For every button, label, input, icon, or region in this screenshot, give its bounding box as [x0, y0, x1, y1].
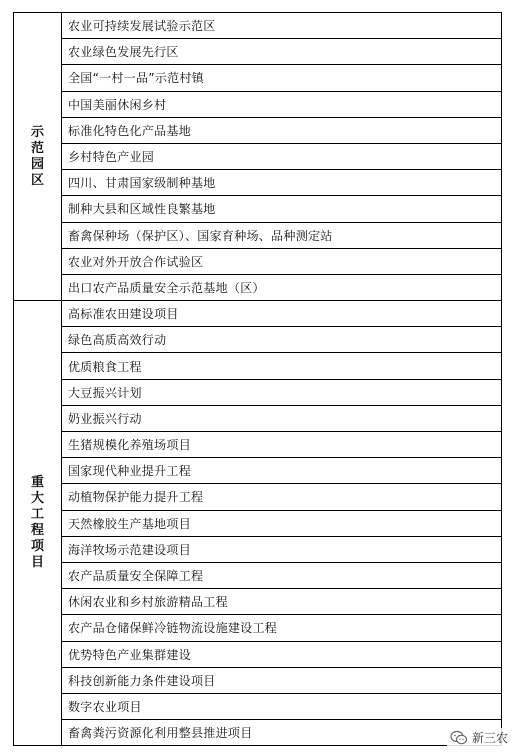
category-cell: 重 大 工 程 项 目 [14, 301, 62, 746]
item-cell: 动植物保护能力提升工程 [62, 484, 502, 510]
table-row [14, 117, 502, 143]
wechat-icon [450, 730, 468, 746]
item-cell: 全国“一村一品”示范村镇 [62, 65, 502, 91]
table-row [14, 222, 502, 248]
category-cell: 示 范 园 区 [14, 13, 62, 301]
table-row [14, 536, 502, 562]
item-cell: 畜禽保种场（保护区）、国家育种场、品种测定站 [62, 222, 502, 248]
table-row [14, 667, 502, 693]
watermark-text: 新三农 [471, 731, 508, 745]
table-row [14, 301, 502, 327]
table-row [14, 39, 502, 65]
table-row [14, 693, 502, 719]
table-row [14, 143, 502, 169]
item-cell: 大豆振兴计划 [62, 379, 502, 405]
item-cell: 数字农业项目 [62, 693, 502, 719]
table-row [14, 379, 502, 405]
table-row [14, 562, 502, 588]
item-cell: 出口农产品质量安全示范基地（区） [62, 274, 502, 300]
item-cell: 高标准农田建设项目 [62, 301, 502, 327]
item-cell: 中国美丽休闲乡村 [62, 91, 502, 117]
item-cell: 农产品质量安全保障工程 [62, 562, 502, 588]
table-row [14, 458, 502, 484]
item-cell: 优势特色产业集群建设 [62, 641, 502, 667]
table-row [14, 196, 502, 222]
item-cell: 优质粮食工程 [62, 353, 502, 379]
item-cell: 农业绿色发展先行区 [62, 39, 502, 65]
item-cell: 国家现代种业提升工程 [62, 458, 502, 484]
item-cell: 奶业振兴行动 [62, 405, 502, 431]
item-cell: 绿色高质高效行动 [62, 327, 502, 353]
item-cell: 畜禽粪污资源化利用整县推进项目 [62, 720, 502, 746]
item-cell: 农业可持续发展试验示范区 [62, 13, 502, 39]
table-row [14, 589, 502, 615]
item-cell: 四川、甘肃国家级制种基地 [62, 170, 502, 196]
item-cell: 海洋牧场示范建设项目 [62, 536, 502, 562]
item-cell: 农产品仓储保鲜冷链物流设施建设工程 [62, 615, 502, 641]
table-row [14, 405, 502, 431]
item-cell: 农业对外开放合作试验区 [62, 248, 502, 274]
item-cell: 标准化特色化产品基地 [62, 117, 502, 143]
table-row [14, 720, 502, 746]
table-row [14, 274, 502, 300]
table-row [14, 432, 502, 458]
item-cell: 乡村特色产业园 [62, 143, 502, 169]
table-row [14, 248, 502, 274]
table-row [14, 13, 502, 39]
table-row [14, 615, 502, 641]
table-row [14, 327, 502, 353]
table-row [14, 510, 502, 536]
item-cell: 科技创新能力条件建设项目 [62, 667, 502, 693]
table-row [14, 484, 502, 510]
table-row [14, 353, 502, 379]
item-cell: 休闲农业和乡村旅游精品工程 [62, 589, 502, 615]
table-row [14, 170, 502, 196]
table-row [14, 641, 502, 667]
item-cell: 生猪规模化养殖场项目 [62, 432, 502, 458]
item-cell: 天然橡胶生产基地项目 [62, 510, 502, 536]
table-row [14, 65, 502, 91]
watermark [447, 728, 511, 747]
item-cell: 制种大县和区域性良繁基地 [62, 196, 502, 222]
project-table [13, 12, 502, 746]
table-row [14, 91, 502, 117]
